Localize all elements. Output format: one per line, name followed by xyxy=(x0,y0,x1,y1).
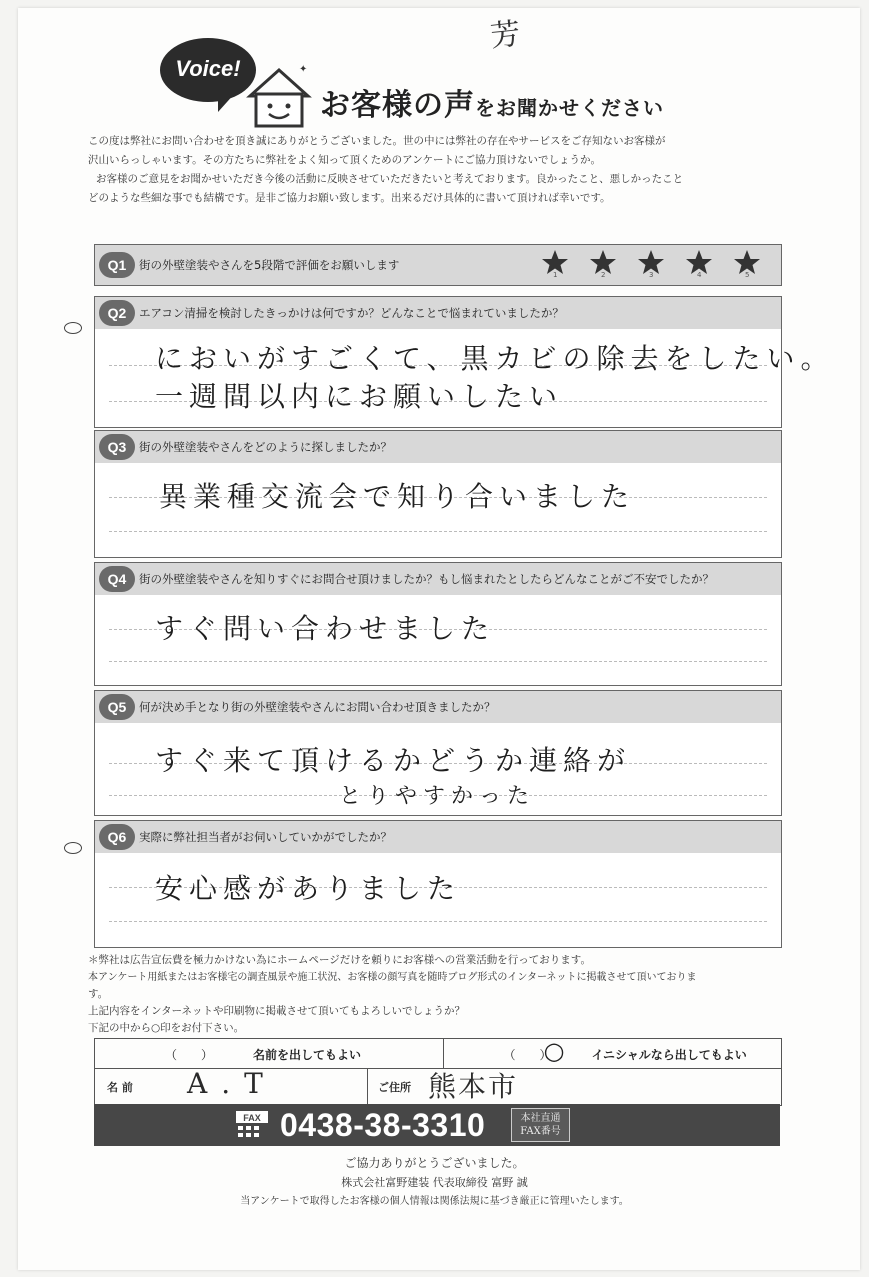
address-field[interactable] xyxy=(367,1069,781,1105)
fax-bar xyxy=(94,1104,780,1146)
question-4 xyxy=(94,562,782,686)
intro-line: 沢山いらっしゃいます。その方たちに弊社をよく知って頂くためのアンケートにご協力頂けないでしょうか。 xyxy=(88,154,602,166)
name-value: A.T xyxy=(187,1067,277,1100)
voice-speech-bubble xyxy=(160,38,256,102)
publication-notes xyxy=(88,952,808,1037)
title-main: お客様の声 xyxy=(320,88,475,123)
name-field[interactable] xyxy=(95,1069,367,1105)
answer-line: 安心感がありました xyxy=(155,872,462,905)
answer-line: 異業種交流会で知り合いました xyxy=(159,480,636,513)
question-text: 何が決め手となり街の外壁塗装やさんにお問い合わせ頂きましたか？ xyxy=(139,700,496,714)
voice-badge: Voice! xyxy=(175,56,241,81)
house-icon xyxy=(244,62,314,132)
question-3 xyxy=(94,430,782,558)
margin-circle-mark xyxy=(64,322,82,334)
intro-text xyxy=(88,132,768,208)
rating-stars xyxy=(541,249,761,279)
name-label: 名 前 xyxy=(107,1081,133,1094)
star-icon[interactable] xyxy=(733,249,761,279)
circle-mark: ○ xyxy=(543,1037,565,1065)
question-text: 街の外壁塗装やさんを5段階で評価をお願いします xyxy=(139,258,400,272)
svg-text:✦: ✦ xyxy=(299,64,308,75)
star-icon[interactable] xyxy=(637,249,665,279)
page-title xyxy=(320,80,664,124)
fax-machine-icon xyxy=(234,1107,270,1143)
question-text: 実際に弊社担当者がお伺いしていかがでしたか？ xyxy=(139,830,392,844)
question-5 xyxy=(94,690,782,816)
address-label: ご住所 xyxy=(378,1081,411,1094)
question-number: Q2 xyxy=(99,300,135,326)
fax-label: FAX xyxy=(243,1113,261,1123)
question-2 xyxy=(94,296,835,428)
answer-line: 一週間以内にお願いしたい xyxy=(155,380,564,413)
note-line: 下記の中から○印をお付下さい。 xyxy=(88,1022,245,1034)
star-label: 2 xyxy=(601,271,606,279)
consent-option-name[interactable] xyxy=(95,1039,443,1069)
star-label: 3 xyxy=(649,271,654,279)
fax-badge-line: FAX番号 xyxy=(520,1126,561,1137)
company-text: 株式会社富野建装 代表取締役 富野 誠 xyxy=(341,1176,528,1189)
question-number: Q1 xyxy=(99,252,135,278)
address-value: 熊本市 xyxy=(428,1070,519,1103)
intro-line: どのような些細な事でも結構です。是非ご協力お願い致します。出来るだけ具体的に書いて頂ければ幸いです。 xyxy=(88,192,611,204)
star-label: 4 xyxy=(697,271,702,279)
answer-line: とりやすかった xyxy=(339,784,536,809)
star-icon[interactable] xyxy=(589,249,617,279)
intro-line: お客様のご意見をお聞かせいただき今後の活動に反映させていただきたいと考えております。良かったこと、悪しかったこと xyxy=(96,173,684,185)
fax-direct-badge xyxy=(511,1108,569,1142)
consent-paren: （ ） xyxy=(165,1047,214,1062)
title-rest: をお聞かせください xyxy=(475,96,664,120)
note-line: ＊弊社は広告宣伝費を極力かけない為にホームページだけを頼りにお客様への営業活動を行っております。 xyxy=(88,954,591,966)
thanks-text: ご協力ありがとうございました。 xyxy=(344,1156,525,1170)
answer-line: すぐ来て頂けるかどうか連絡が xyxy=(155,744,632,777)
privacy-text: 当アンケートで取得したお客様の個人情報は関係法規に基づき厳正に管理いたします。 xyxy=(240,1196,629,1207)
star-icon[interactable] xyxy=(541,249,569,279)
name-address-row xyxy=(94,1068,782,1106)
margin-circle-mark xyxy=(64,842,82,854)
consent-label: 名前を出してもよい xyxy=(253,1047,362,1062)
note-line: す。 xyxy=(88,988,109,1000)
consent-paren: （ ） xyxy=(503,1047,552,1062)
question-number: Q3 xyxy=(99,434,135,460)
question-text: エアコン清掃を検討したきっかけは何ですか？どんなことで悩まれていましたか？ xyxy=(139,306,564,320)
star-icon[interactable] xyxy=(685,249,713,279)
star-label: 5 xyxy=(745,271,750,279)
answer-line: すぐ問い合わせました xyxy=(155,612,496,645)
note-line: 本アンケート用紙またはお客様宅の調査風景や施工状況、お客様の顔写真を随時ブログ形式のインターネットに掲載させて頂いておりま xyxy=(88,972,697,983)
question-6 xyxy=(94,820,782,948)
intro-line: この度は弊社にお問い合わせを頂き誠にありがとうございました。世の中には弊社の存在やサービスをご存知ないお客様が xyxy=(88,135,666,147)
question-number: Q4 xyxy=(99,566,135,592)
fax-badge-line: 本社直通 xyxy=(520,1113,561,1124)
question-text: 街の外壁塗装やさんを知りすぐにお問合せ頂けましたか？もし悩まれたとしたらどんなことがご不安でしたか？ xyxy=(139,572,714,586)
consent-label: イニシャルなら出してもよい xyxy=(591,1047,747,1062)
question-1 xyxy=(94,244,782,286)
answer-line: においがすごくて、黒カビの除去をしたい。 xyxy=(155,342,835,375)
fax-number: 0438-38-3310 xyxy=(280,1106,486,1143)
question-number: Q5 xyxy=(99,694,135,720)
question-number: Q6 xyxy=(99,824,135,850)
note-line: 上記内容をインターネットや印刷物に掲載させて頂いてもよろしいでしょうか？ xyxy=(88,1005,466,1017)
handwritten-mark: 芳 xyxy=(488,16,523,55)
star-label: 1 xyxy=(553,271,558,279)
question-text: 街の外壁塗装やさんをどのように探しましたか？ xyxy=(139,440,392,454)
